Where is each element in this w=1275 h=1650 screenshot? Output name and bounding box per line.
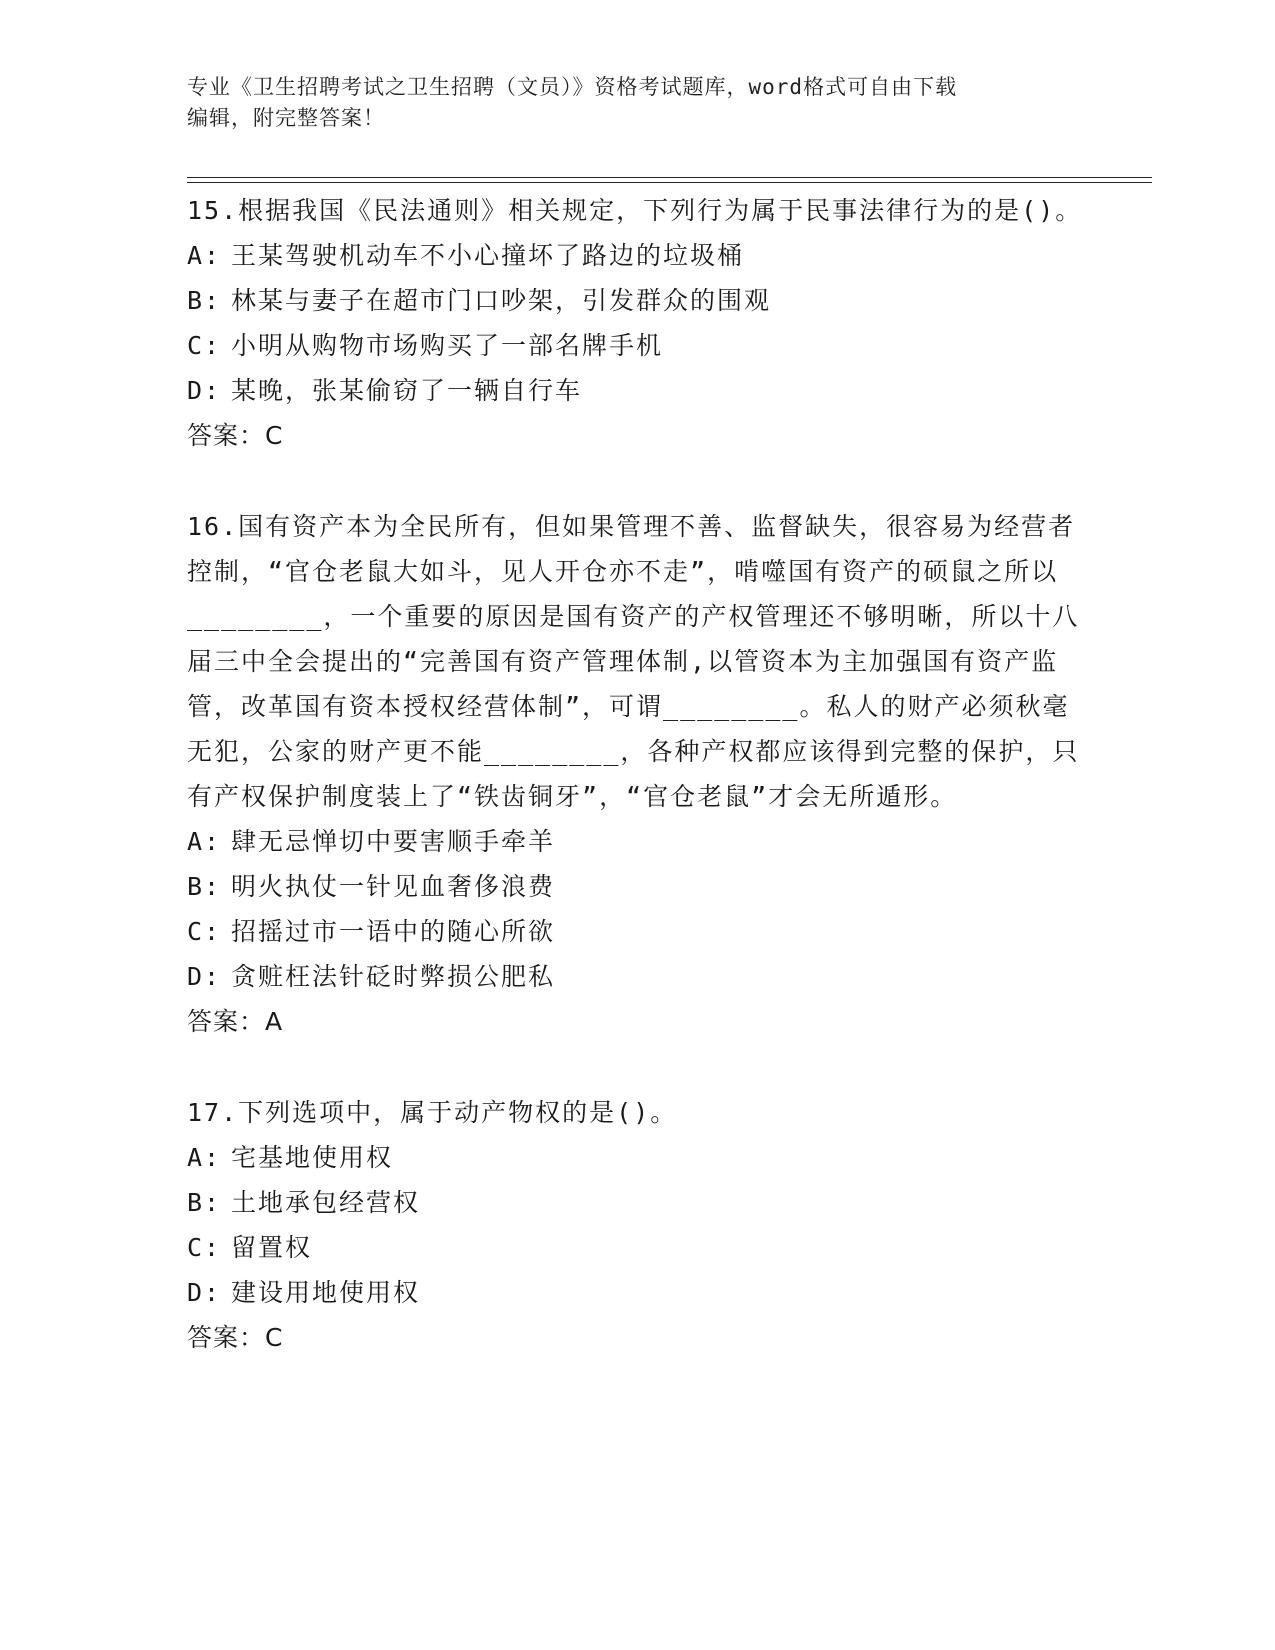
option-text: 宅基地使用权 [231, 1143, 394, 1172]
header-line-2: 编辑，附完整答案！ [187, 106, 385, 130]
question-17 [187, 1090, 1087, 1360]
option-key: D: [187, 1278, 222, 1307]
option-text: 肆无忌惮切中要害顺手牵羊 [231, 827, 556, 856]
option-a [187, 819, 1087, 864]
option-key: D: [187, 376, 222, 405]
option-d [187, 1270, 1087, 1315]
option-c [187, 323, 1087, 368]
question-15 [187, 188, 1087, 458]
option-text: 建设用地使用权 [231, 1278, 421, 1307]
option-key: A: [187, 1143, 222, 1172]
option-key: B: [187, 872, 222, 901]
question-16 [187, 504, 1087, 1044]
option-text: 小明从购物市场购买了一部名牌手机 [231, 331, 664, 360]
option-a [187, 233, 1087, 278]
answer-line: 答案：A [187, 1007, 284, 1036]
answer-line: 答案：C [187, 1323, 284, 1352]
option-a [187, 1135, 1087, 1180]
answer-line: 答案：C [187, 421, 284, 450]
question-stem: 16.国有资产本为全民所有，但如果管理不善、监督缺失，很容易为经营者控制，“官仓老鼠大如斗，见人开仓亦不走”，啃噬国有资产的硕鼠之所以________，一个重要的原因是国有资产的产权管理还不够明晰，所以十八届三中全会提出的“完善国有资产管理体制,以管资本为主加强国有资产监管，改革国有资本授权经营体制”，可谓________。私人的财产必须秋毫无犯，公家的财产更不能________，各种产权都应该得到完整的保护，只有产权保护制度装上了“铁齿铜牙”，“官仓老鼠”才会无所遁形。 [187, 512, 1080, 811]
option-key: A: [187, 241, 222, 270]
header-rule-top [187, 177, 1152, 178]
option-text: 林某与妻子在超市门口吵架，引发群众的围观 [231, 286, 772, 315]
option-d [187, 954, 1087, 999]
option-key: C: [187, 917, 222, 946]
question-list [187, 188, 1087, 1360]
option-text: 某晚，张某偷窃了一辆自行车 [231, 376, 583, 405]
option-b [187, 1180, 1087, 1225]
option-text: 留置权 [231, 1233, 313, 1262]
option-key: B: [187, 1188, 222, 1217]
option-c [187, 909, 1087, 954]
option-text: 王某驾驶机动车不小心撞坏了路边的垃圾桶 [231, 241, 745, 270]
header-rule-bottom [187, 182, 1152, 183]
document-header [187, 72, 1087, 134]
question-stem: 17.下列选项中，属于动产物权的是()。 [187, 1098, 678, 1127]
option-c [187, 1225, 1087, 1270]
option-b [187, 278, 1087, 323]
option-text: 贪赃枉法针砭时弊损公肥私 [231, 962, 556, 991]
option-text: 明火执仗一针见血奢侈浪费 [231, 872, 556, 901]
option-text: 土地承包经营权 [231, 1188, 421, 1217]
option-key: D: [187, 962, 222, 991]
option-key: A: [187, 827, 222, 856]
option-key: B: [187, 286, 222, 315]
option-d [187, 368, 1087, 413]
question-stem: 15.根据我国《民法通则》相关规定，下列行为属于民事法律行为的是()。 [187, 196, 1083, 225]
option-b [187, 864, 1087, 909]
option-text: 招摇过市一语中的随心所欲 [231, 917, 556, 946]
option-key: C: [187, 331, 222, 360]
option-key: C: [187, 1233, 222, 1262]
header-line-1: 专业《卫生招聘考试之卫生招聘（文员）》资格考试题库，word格式可自由下载 [187, 75, 958, 99]
